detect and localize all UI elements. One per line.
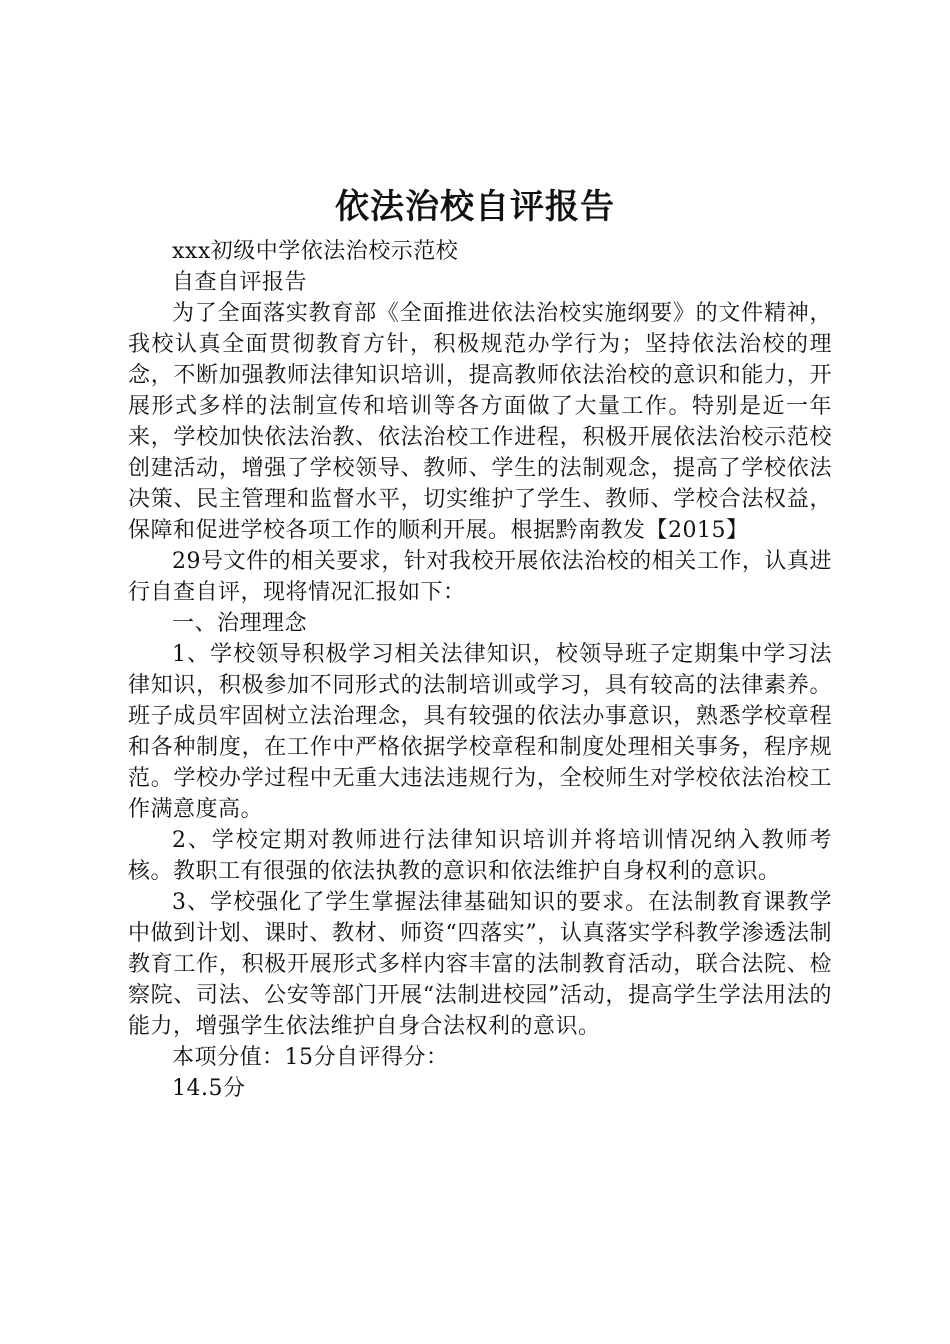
- section-heading: 一、治理理念: [172, 611, 308, 636]
- item-2-paragraph: 2、学校定期对教师进行法律知识培训并将培训情况纳入教师考核。教职工有很强的依法执教的意识和依法维护自身权利的意识。: [128, 828, 832, 884]
- intro-continuation-paragraph: 29号文件的相关要求，针对我校开展依法治校的相关工作，认真进行自查自评，现将情况汇报如下：: [128, 549, 832, 605]
- item-3-paragraph: 3、学校强化了学生掌握法律基础知识的要求。在法制教育课教学中做到计划、课时、教材、师资“四落实”，认真落实学科教学渗透法制教育工作，积极开展形式多样内容丰富的法制教育活动，联合法院、检察院、司法、公安等部门开展“法制进校园”活动，提高学生学法用法的能力，增强学生依法维护自身合法权利的意识。: [128, 890, 832, 1039]
- document-title: 依法治校自评报告: [335, 187, 615, 227]
- item-1-paragraph: 1、学校领导积极学习相关法律知识，校领导班子定期集中学习法律知识，积极参加不同形式的法制培训或学习，具有较高的法律素养。班子成员牢固树立法治理念，具有较强的依法办事意识，熟悉学校章程和各种制度，在工作中严格依据学校章程和制度处理相关事务，程序规范。学校办学过程中无重大违法违规行为，全校师生对学校依法治校工作满意度高。: [128, 642, 832, 822]
- school-name-line: xxx初级中学依法治校示范校: [172, 239, 459, 264]
- document-body: [128, 236, 832, 1104]
- intro-paragraph: 为了全面落实教育部《全面推进依法治校实施纲要》的文件精神，我校认真全面贯彻教育方针，积极规范办学行为；坚持依法治校的理念，不断加强教师法律知识培训，提高教师依法治校的意识和能力，开展形式多样的法制宣传和培训等各方面做了大量工作。特别是近一年来，学校加快依法治教、依法治校工作进程，积极开展依法治校示范校创建活动，增强了学校领导、教师、学生的法制观念，提高了学校依法决策、民主管理和监督水平，切实维护了学生、教师、学校合法权益，保障和促进学校各项工作的顺利开展。根据黔南教发【2015】: [128, 301, 832, 543]
- score-value-line: 14.5分: [172, 1076, 246, 1101]
- score-line: 本项分值：15分自评得分：: [172, 1045, 449, 1070]
- report-subtitle-line: 自查自评报告: [172, 270, 308, 295]
